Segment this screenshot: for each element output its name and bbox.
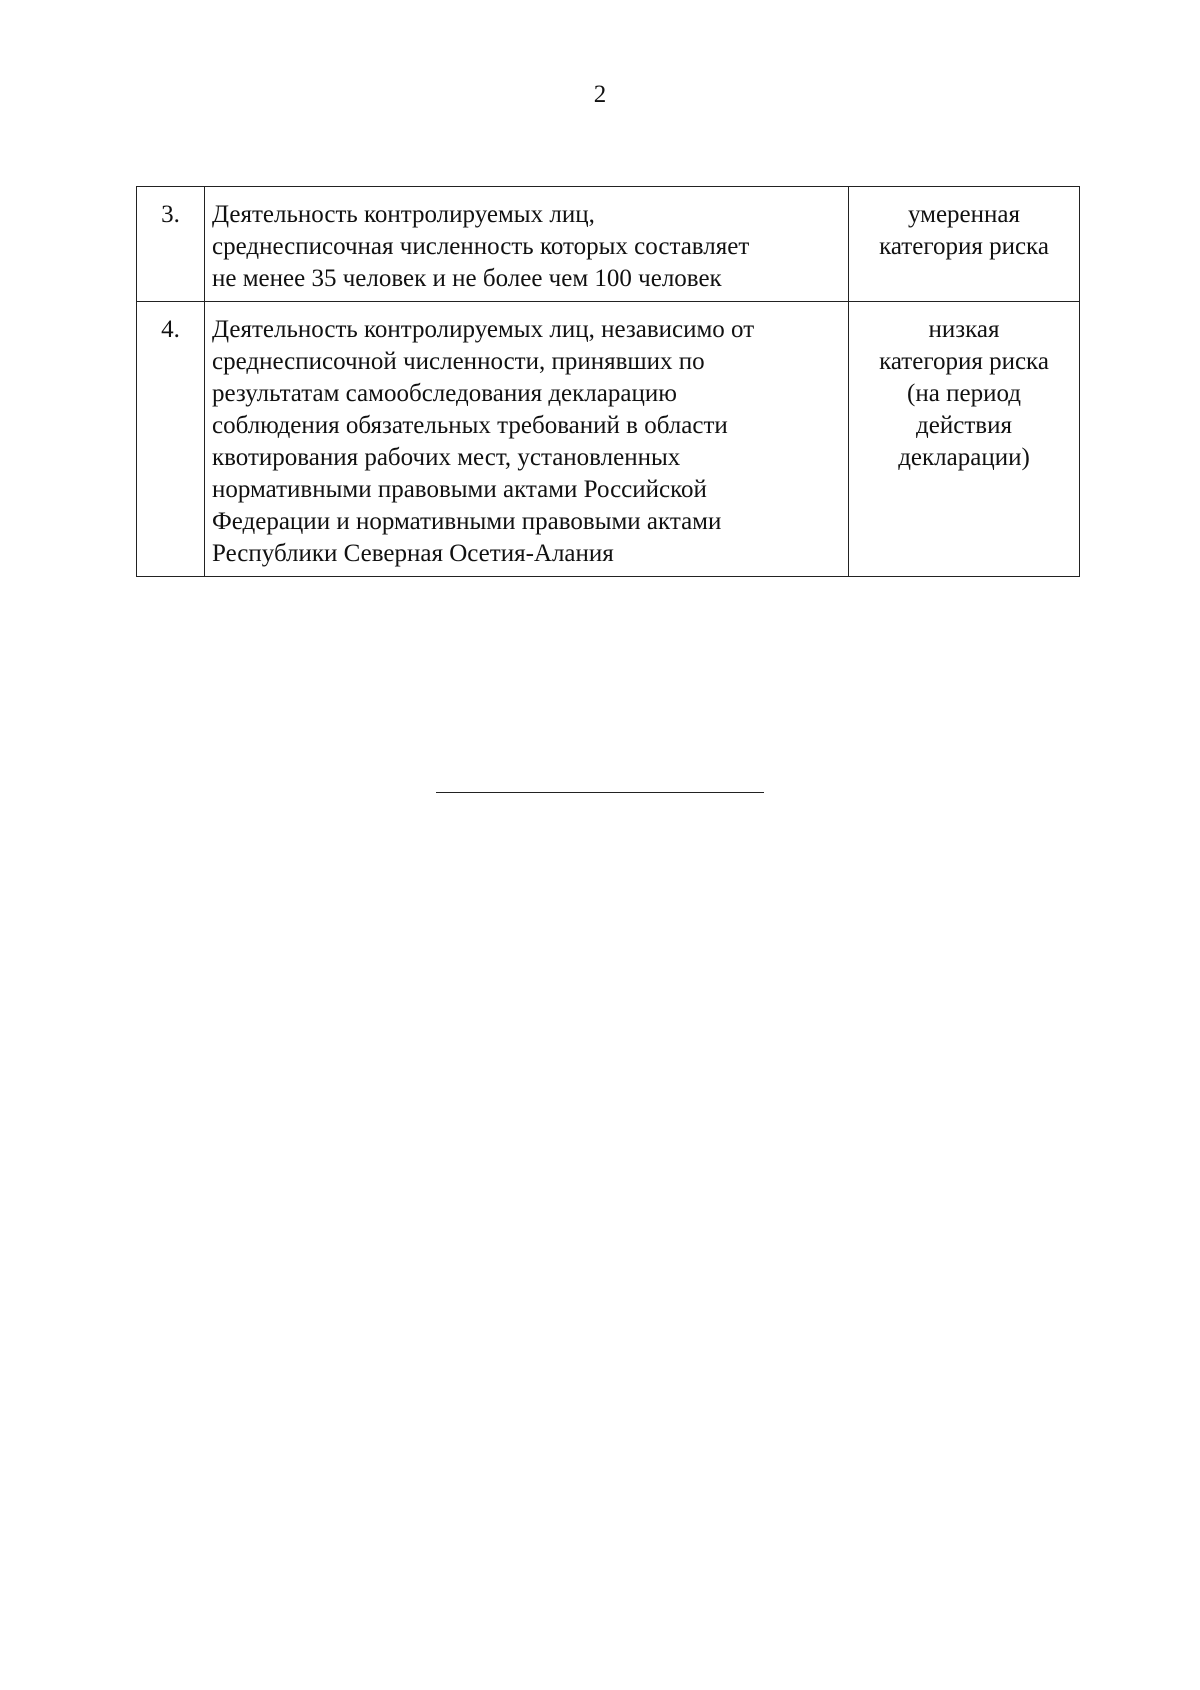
table-row bbox=[137, 187, 1080, 302]
category-line: категория риска bbox=[879, 233, 1049, 260]
category-line: декларации) bbox=[898, 444, 1030, 471]
description-line: соблюдения обязательных требований в области bbox=[212, 412, 728, 439]
closing-rule-divider bbox=[436, 792, 764, 793]
description-line: среднесписочная численность которых составляет bbox=[212, 233, 750, 260]
category-line: категория риска bbox=[879, 348, 1049, 375]
description-line: среднесписочной численности, принявших по bbox=[212, 348, 705, 375]
risk-category bbox=[849, 302, 1080, 577]
table-row bbox=[137, 302, 1080, 577]
description-line: Федерации и нормативными правовыми актами bbox=[212, 508, 722, 535]
description-line: не менее 35 человек и не более чем 100 человек bbox=[212, 265, 722, 292]
activity-description bbox=[205, 187, 849, 302]
description-line: результатам самообследования декларацию bbox=[212, 380, 677, 407]
description-line: нормативными правовыми актами Российской bbox=[212, 476, 707, 503]
row-number: 3. bbox=[137, 187, 205, 302]
category-line: действия bbox=[916, 412, 1012, 439]
row-number: 4. bbox=[137, 302, 205, 577]
risk-category-table bbox=[136, 186, 1080, 577]
description-line: Деятельность контролируемых лиц, независимо от bbox=[212, 316, 755, 343]
category-line: (на период bbox=[907, 380, 1021, 407]
risk-category bbox=[849, 187, 1080, 302]
description-line: квотирования рабочих мест, установленных bbox=[212, 444, 681, 471]
category-line: умеренная bbox=[907, 201, 1021, 228]
description-line: Деятельность контролируемых лиц, bbox=[212, 201, 595, 228]
activity-description bbox=[205, 302, 849, 577]
category-line: низкая bbox=[928, 316, 1000, 343]
description-line: Республики Северная Осетия-Алания bbox=[212, 540, 614, 567]
page-number: 2 bbox=[593, 81, 607, 108]
